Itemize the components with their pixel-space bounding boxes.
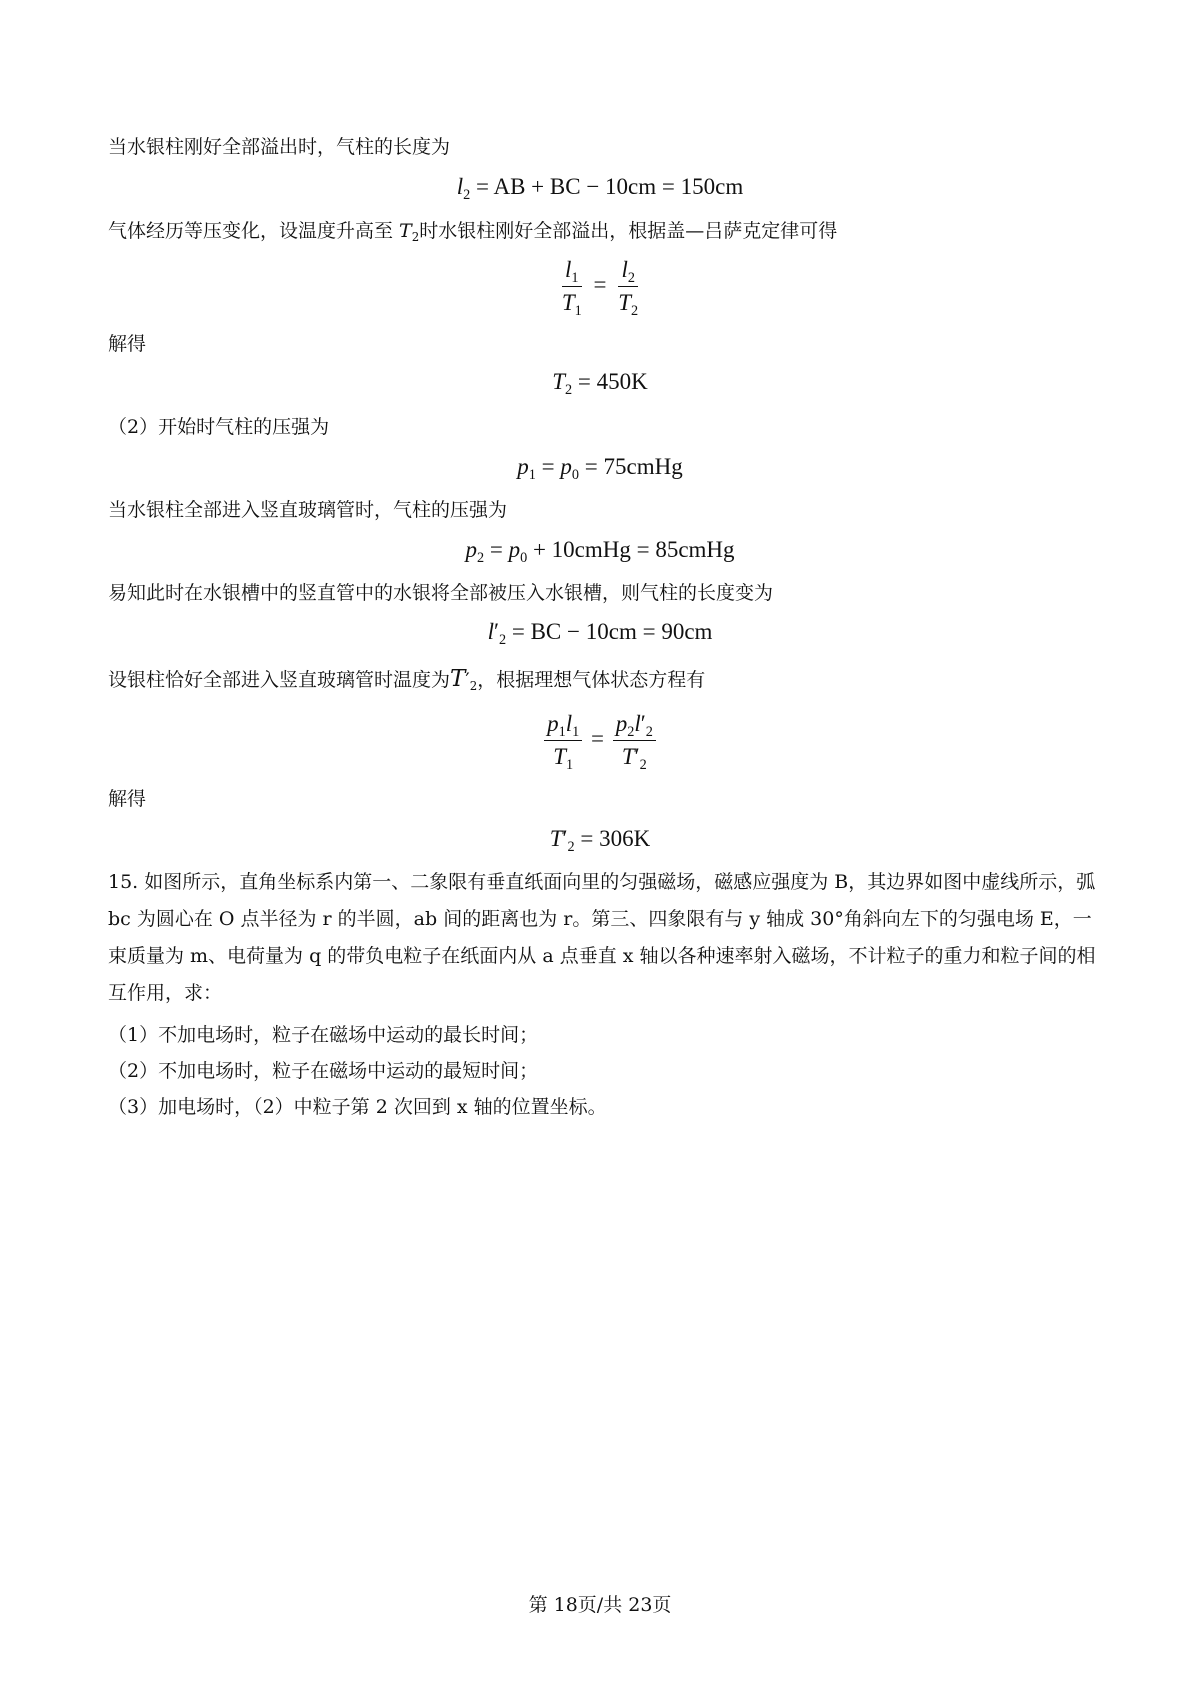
equation-p2: $p_2 = p_0$ + 10cmHg = 85cmHg bbox=[465, 537, 735, 566]
text-line: 解得 bbox=[108, 788, 147, 810]
equation-t2: $T_2 = 450K$ bbox=[552, 369, 648, 398]
equation-t2-prime: $T'_2 = 306K$ bbox=[549, 826, 651, 855]
equation-rhs: = 75cmHg bbox=[584, 454, 683, 479]
text-line: 气体经历等压变化，设温度升高至 $T_2$时水银柱刚好全部溢出，根据盖—吕萨克定律可得 bbox=[108, 220, 838, 245]
equation-l2-prime: $l'_2$ = BC − 10cm = 90cm bbox=[487, 619, 713, 648]
text-line: （2）开始时气柱的压强为 bbox=[108, 416, 330, 438]
equation-rhs: = 450K bbox=[577, 369, 648, 394]
equation-rhs: = AB + BC − 10cm = 150cm bbox=[476, 174, 744, 199]
text-span: 时水银柱刚好全部溢出，根据盖—吕萨克定律可得 bbox=[419, 220, 838, 242]
question-3: （3）加电场时，（2）中粒子第 2 次回到 x 轴的位置坐标。 bbox=[108, 1096, 607, 1118]
text-line: 易知此时在水银槽中的竖直管中的水银将全部被压入水银槽，则气柱的长度变为 bbox=[108, 582, 774, 604]
text-line: 设银柱恰好全部进入竖直玻璃管时温度为$T'_2$，根据理想气体状态方程有 bbox=[108, 666, 706, 694]
text-line: 解得 bbox=[108, 333, 147, 355]
equation-rhs: + 10cmHg = 85cmHg bbox=[532, 537, 735, 562]
text-span: 设银柱恰好全部进入竖直玻璃管时温度为 bbox=[108, 669, 451, 691]
equation-gay-lussac: $\frac{l_1}{T_1}$ = $\frac{l_2}{T_2}$ bbox=[561, 257, 639, 319]
equation-l2: $l_2$ = AB + BC − 10cm = 150cm bbox=[456, 174, 744, 203]
equation-rhs: = 306K bbox=[580, 826, 651, 851]
equation-p1: $p_1 = p_0$ = 75cmHg bbox=[517, 454, 683, 483]
text-line: 当水银柱刚好全部溢出时，气柱的长度为 bbox=[108, 136, 451, 158]
question-1: （1）不加电场时，粒子在磁场中运动的最长时间； bbox=[108, 1024, 539, 1046]
text-span: 气体经历等压变化，设温度升高至 bbox=[108, 220, 400, 242]
question-2: （2）不加电场时，粒子在磁场中运动的最短时间； bbox=[108, 1060, 539, 1082]
equation-rhs: = BC − 10cm = 90cm bbox=[511, 619, 713, 644]
equation-ideal-gas: $\frac{p_1l_1}{T_1}$ = $\frac{p_2l'_2}{T'_2}$ bbox=[0, 710, 1200, 771]
text-line: 当水银柱全部进入竖直玻璃管时，气柱的压强为 bbox=[108, 499, 508, 521]
problem-15: 15. 如图所示，直角坐标系内第一、二象限有垂直纸面向里的匀强磁场，磁感应强度为 B，其边界如图中虚线所示，弧 bc 为圆心在 O 点半径为 r 的半圆，ab 间的距离也为 r。第三、四象限有与 y 轴成 30°角斜向左下的匀强电场 E，一束质量为 m、电荷量为 q 的带负电粒子在纸面内从 a 点垂直 x 轴以各种速率射入磁场，不计粒子的重力和粒子间的相互作用，求： bbox=[108, 871, 1096, 1004]
text-span: ，根据理想气体状态方程有 bbox=[477, 669, 706, 691]
page-footer: 第 18页/共 23页 bbox=[528, 1594, 672, 1616]
